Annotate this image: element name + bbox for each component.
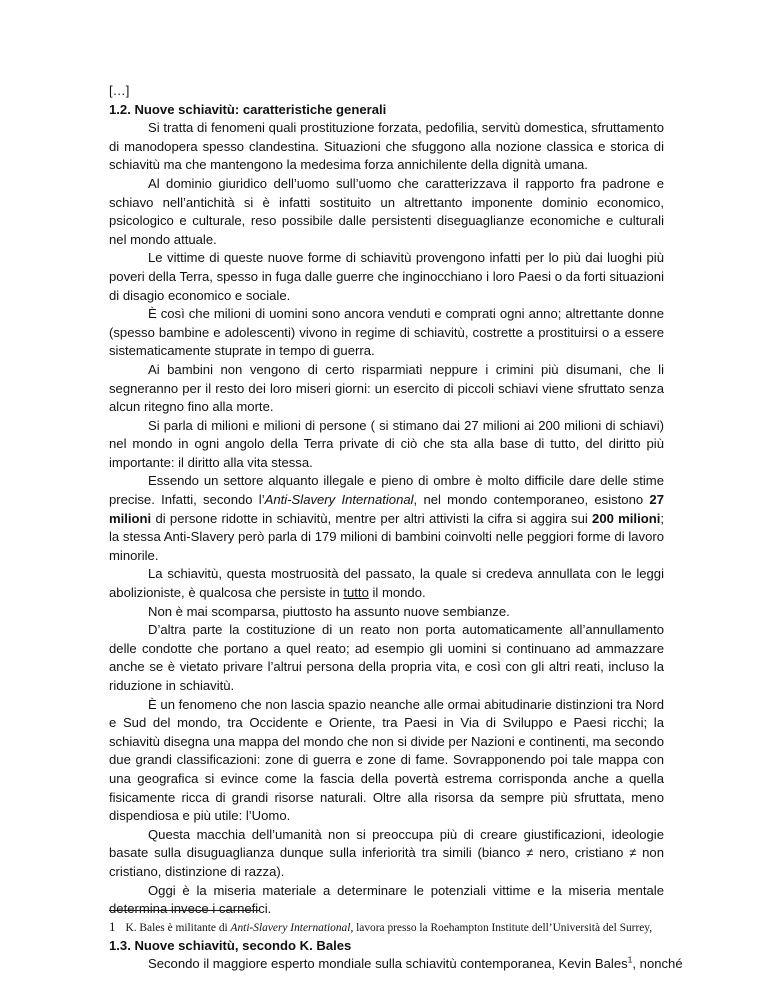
bold-figure: 200 milioni xyxy=(592,510,661,526)
footnote xyxy=(109,920,669,935)
text-run: , lavora presso la Roehampton Institute dell’Università del Surrey, xyxy=(350,922,653,934)
paragraph xyxy=(109,565,664,602)
italic-organization-name: Anti-Slavery International xyxy=(230,922,351,934)
underlined-word: tutto xyxy=(343,585,369,601)
document-body xyxy=(109,82,683,974)
paragraph: Oggi è la miseria materiale a determinare le potenziali vittime e la miseria mentale determina invece i carnefici. xyxy=(109,882,664,917)
paragraph: È un fenomeno che non lascia spazio neanche alle ormai abitudinarie distinzioni tra Nord e Sud del mondo, tra Occidente e Oriente, tra Paesi in Via di Sviluppo e Paesi ricchi; la schiavitù disegna una mappa del mondo che non si divide per Nazioni e continenti, ma secondo due grandi classificazioni: zone di guerra e zone di fame. Sovrapponendo poi tale mappa con una geografica si evince come la fascia della povertà estrema corrisponda anche a quella fisicamente ricca di grandi risorse naturali. Oltre alla risorsa da sempre più sfruttata, meno dispendiosa e più utile: l’Uomo. xyxy=(109,696,664,824)
paragraph: Al dominio giuridico dell’uomo sull’uomo che caratterizzava il rapporto fra padrone e schiavo nell’antichità si è infatti sostituito un altrettanto imponente dominio economico, psicologico e culturale, reso possibile dalle persistenti diseguaglianze economiche e culturali nel mondo attuale. xyxy=(109,175,664,247)
footnote-number: 1 xyxy=(109,919,116,934)
paragraph: Ai bambini non vengono di certo risparmiati neppure i crimini più disumani, che li segneranno per il resto dei loro miseri giorni: un esercito di piccoli schiavi viene sfruttato senza alcun ritegno fino alla morte. xyxy=(109,361,664,415)
paragraph: Le vittime di queste nuove forme di schiavitù provengono infatti per lo più dai luoghi più poveri della Terra, spesso in fuga dalle guerre che inginocchiano i loro Paesi o da forti situazioni di disagio economico e sociale. xyxy=(109,250,664,303)
paragraph: È così che milioni di uomini sono ancora venduti e comprati ogni anno; altrettante donne (spesso bambine e adolescenti) vivono in regime di schiavitù, costrette a prostituirsi o a essere sistematicamente stuprate in tempo di guerra. xyxy=(109,306,664,359)
paragraph: Si tratta di fenomeni quali prostituzione forzata, pedofilia, servitù domestica, sfruttamento di manodopera spesso clandestina. Situazioni che sfuggono alla nozione classica e storica di schiavitù ma che mantengono la medesima forza annichilente della dignità umana. xyxy=(109,120,664,173)
paragraph xyxy=(109,954,683,974)
text-run: , nonché xyxy=(632,956,683,972)
text-run: ; la stessa Anti-Slavery però parla di 179 milioni di bambini coinvolti nelle peggiori forme di lavoro minorile. xyxy=(109,510,664,563)
ellipsis-marker: […] xyxy=(109,83,130,98)
text-run: Essendo un settore alquanto illegale e pieno di ombre è molto difficile dare delle stime precise. Infatti, secondo l’ xyxy=(109,473,664,508)
text-run: di persone ridotte in schiavitù, mentre per altri attivisti la cifra si aggira sui xyxy=(151,510,593,526)
text-run: , nel mondo contemporaneo, esistono xyxy=(413,492,650,508)
text-run: K. Bales è militante di xyxy=(125,922,231,934)
bold-figure: 27 milioni xyxy=(109,492,664,526)
footnote-reference[interactable]: 1 xyxy=(627,954,633,965)
paragraph: Questa macchia dell’umanità non si preoccupa più di creare giustificazioni, ideologie basate sulla disuguaglianza dunque sulla inferiorità tra simili (bianco ≠ nero, cristiano ≠ non cristiano, distinzione di razza). xyxy=(109,826,664,879)
text-run: il mondo. xyxy=(368,585,426,601)
text-run: La schiavitù, questa mostruosità del passato, la quale si credeva annullata con le leggi abolizioniste, è qualcosa che persiste in xyxy=(109,566,664,601)
text-run: Secondo il maggiore esperto mondiale sulla schiavitù contemporanea, Kevin Bales xyxy=(148,956,628,972)
footnote-separator xyxy=(109,910,259,911)
section-heading-1-2: 1.2. Nuove schiavitù: caratteristiche generali xyxy=(109,101,387,117)
paragraph-estimates xyxy=(109,472,664,565)
italic-organization-name: Anti-Slavery International xyxy=(264,492,414,508)
section-heading-1-3: 1.3. Nuove schiavitù, secondo K. Bales xyxy=(109,937,352,953)
paragraph: D’altra parte la costituzione di un reato non porta automaticamente all’annullamento delle condotte che portano a quel reato; ad esempio gli uomini si continuano ad ammazzare anche se è vietato privare l’altrui persona della propria vita, e così con gli altri reati, incluso la riduzione in schiavitù. xyxy=(109,622,664,693)
paragraph: Non è mai scomparsa, piuttosto ha assunto nuove sembianze. xyxy=(148,603,510,619)
paragraph: Si parla di milioni e milioni di persone ( si stimano dai 27 milioni ai 200 milioni di schiavi) nel mondo in ogni angolo della Terra private di ciò che sta alla base di tutto, del diritto più importante: il diritto alla vita stessa. xyxy=(109,417,664,470)
